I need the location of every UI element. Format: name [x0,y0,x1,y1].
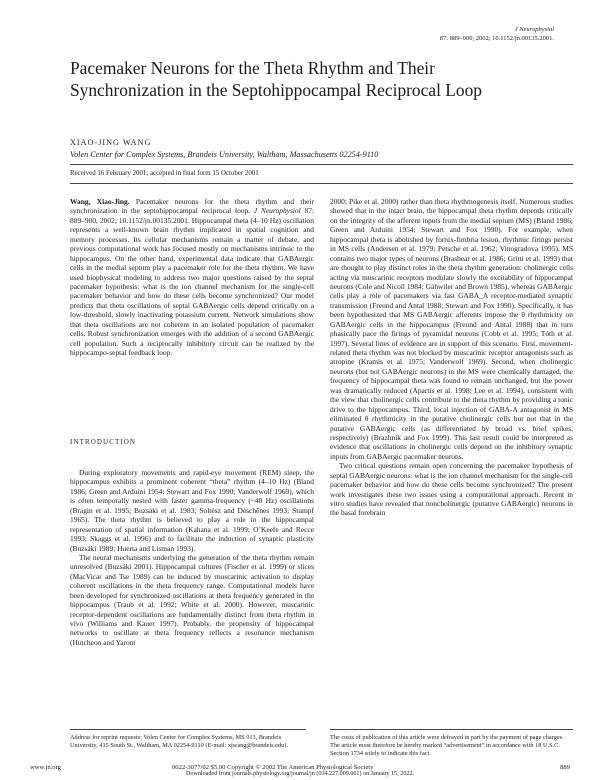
journal-citation: 87: 889–900, 2002; 10.1152/jn.00135.2001. [439,34,554,42]
footnote-rule-left [70,729,306,730]
download-notice: Downloaded from journals.physiology.org/journal/jn (034.227.009.061) on January 15, 2022. [186,771,414,777]
author-affiliation: Volen Center for Complex Systems, Brandeis University, Waltham, Massachusetts 02254-9110 [70,150,379,159]
journal-header [440,26,554,43]
page-number: 889 [560,764,570,771]
author-name: XIAO-JING WANG [70,138,152,147]
abstract-journal-ref: J Neurophysiol [253,206,301,216]
intro-paragraph: The neural mechanisms underlying the generation of the theta rhythm remain unresolved (Buzsáki 2001). Hippocampal cultures (Fischer et al. 1999) or slices (MacVicar and Tse 1989) can be induced by muscarinic activation to display coherent oscillations in the theta frequency range. Computational models have been developed for synchronized oscillations at theta frequency generated in the hippocampus (Traub et al. 1992; White et al. 2000). However, muscarinic receptor-dependent oscillations are fundamentally distinct from theta rhythm in vivo (Williams and Kauer 1997). Probably, the propensity of hippocampal networks to oscillate at theta frequency reflects a resonance mechanism (Hutcheon and Yarom [70,552,314,647]
header-rule-top [70,164,573,165]
footnote-address: Address for reprint requests: Volen Center for Complex Systems, MS 013, Brandeis University, 415 South St., Waltham, MA 02254-9110 (E-mail: xjwang@brandeis.edu). [70,734,288,750]
footnote-rule-right [330,729,573,730]
copyright-line: 0022-3077/02 $5.00 Copyright © 2002 The American Physiological Society [172,764,374,771]
footnote-costs: The costs of publication of this article were defrayed in part by the payment of page charges. The article must therefore be hereby marked “advertisement” in accordance with 18 U.S.C. Section 1734 solely to indicate this fact. [330,734,564,758]
section-heading-introduction: INTRODUCTION [70,438,137,446]
abstract-lead-author: Wang, Xiao-Jing. [70,197,130,206]
abstract-body: 87: 889–900, 2002; 10.1152/jn.00135.2001. Hippocampal theta (4–10 Hz) oscillation represents a well-known brain rhythm implicated in spatial cognition and memory processes. Its cellular mechanisms remain a matter of debate, and previous computational work has focused mostly on mechanisms intrinsic to the hippocampus. On the other hand, experimental data indicate that GABAergic cells in the medial septum play a pacemaker role for the theta rhythm. We have used biophysical modeling to address two major questions raised by the septal pacemaker hypothesis: what is the ion channel mechanism for the single-cell pacemaker behavior and how do these cells become synchronized? Our model predicts that theta oscillations of septal GABAergic cells depend critically on a low-threshold, slowly inactivating potassium current. Network simulations show that theta oscillations are not coherent in an isolated population of pacemaker cells. Robust synchronization emerges with the addition of a second GABAergic cell population. Such a reciprocally inhibitory circuit can be realized by the hippocampo-septal feedback loop. [70,206,315,357]
intro-paragraph: During exploratory movements and rapid-eye movement (REM) sleep, the hippocampus exhibits a prominent coherent “theta” rhythm (4–10 Hz) (Bland 1986; Green and Arduini 1954; Stewart and Fox 1990; Vanderwolf 1969), which is often temporally nested with faster gamma-frequency (~40 Hz) oscillations (Bragin et al. 1995; Buzsáki et al. 1983; Soltész and Deschênes 1993; Stumpf 1965). The theta rhythm is believed to play a role in the hippocampal representation of spatial information (Kahana et al. 1999; O’Keefe and Recce 1993; Skaggs et al. 1996) and to facilitate the induction of synaptic plasticity (Buzsáki 1989; Huerta and Lisman 1993). [70,468,314,553]
journal-website[interactable]: www.jn.org [30,764,61,771]
abstract-title-ref: Pacemaker neurons for the theta rhythm and their synchronization in the septohippocampal reciprocal loop. [70,197,315,216]
right-column-text [330,197,573,518]
header-rule-bottom [70,183,573,184]
journal-name: J Neurophysiol [514,26,554,33]
abstract [70,197,314,357]
body-paragraph: 2000; Pike et al. 2000) rather than theta rhythmogenesis itself. Numerous studies showed that in the intact brain, the hippocampal theta rhythm depends critically on the integrity of the afferent inputs from the medial septum (MS) (Bland 1986; Green and Arduini 1954; Stewart and Fox 1990). For example, when hippocampal theta is abolished by fornix-fimbria lesion, rhythmic firings persist in MS cells (Andersen et al. 1979; Petsche et al. 1962; Vinogradova 1995). MS contains two major types of neurons (Brashear et al. 1986; Gritti et al. 1993) that are thought to play distinct roles in the theta rhythm generation: cholinergic cells acting via muscarinic receptors modulate slowly the excitability of hippocampal neurons (Cole and Nicoll 1984; Gähwiler and Brown 1985), whereas GABAergic cells play a role of pacemakers via fast GABA_A receptor-mediated synaptic transmission (Freund and Antal 1988; Stewart and Fox 1990). Specifically, it has been hypothesized that MS GABAergic afferents impose the θ rhythmicity on GABAergic cells in the hippocampus (Freund and Antal 1988) that in turn phasically pace the firings of pyramidal neurons (Cobb et al. 1995; Tóth et al. 1997). Several lines of evidence are in support of this scenario. First, movement-related theta rhythm was not blocked by muscarinic receptor antagonists such as atropine (Kramis et al. 1975; Vanderwolf 1969). Second, when cholinergic neurons (but not GABAergic neurons) in the MS were chemically damaged, the frequency of hippocampal theta was found to remain unchanged, but the power was dramatically reduced (Apartis et al. 1998; Lee et al. 1994), consistent with the view that cholinergic cells contribute to the theta rhythm by providing a tonic drive to the hippocampus. Third, local injection of GABA-A antagonist in MS eliminated θ rhythmicity in the putative cholinergic cells but not that in the putative GABAergic cells (as differentiated by broad vs. brief spikes, respectively) (Brazhnik and Fox 1999). This last result could be interpreted as evidence that oscillations in cholinergic cells depend on the inhibitory synaptic inputs from GABAergic pacemaker neurons. [330,197,573,461]
body-paragraph: Two critical questions remain open concerning the pacemaker hypothesis of septal GABAergic neurons: what is the ion channel mechanism for the single-cell pacemaker behavior and how do these cells become synchronized? The present work investigates these two issues using a computational approach. Recent in vitro studies have revealed that noncholinergic (putative GABAergic) neurons in the basal forebrain [330,461,573,518]
introduction-text [70,468,314,647]
article-title: Pacemaker Neurons for the Theta Rhythm and Their Synchronization in the Septohippocampal Reciprocal Loop [70,58,482,100]
received-date: Received 16 February 2001; accepted in final form 15 October 2001 [70,170,259,177]
